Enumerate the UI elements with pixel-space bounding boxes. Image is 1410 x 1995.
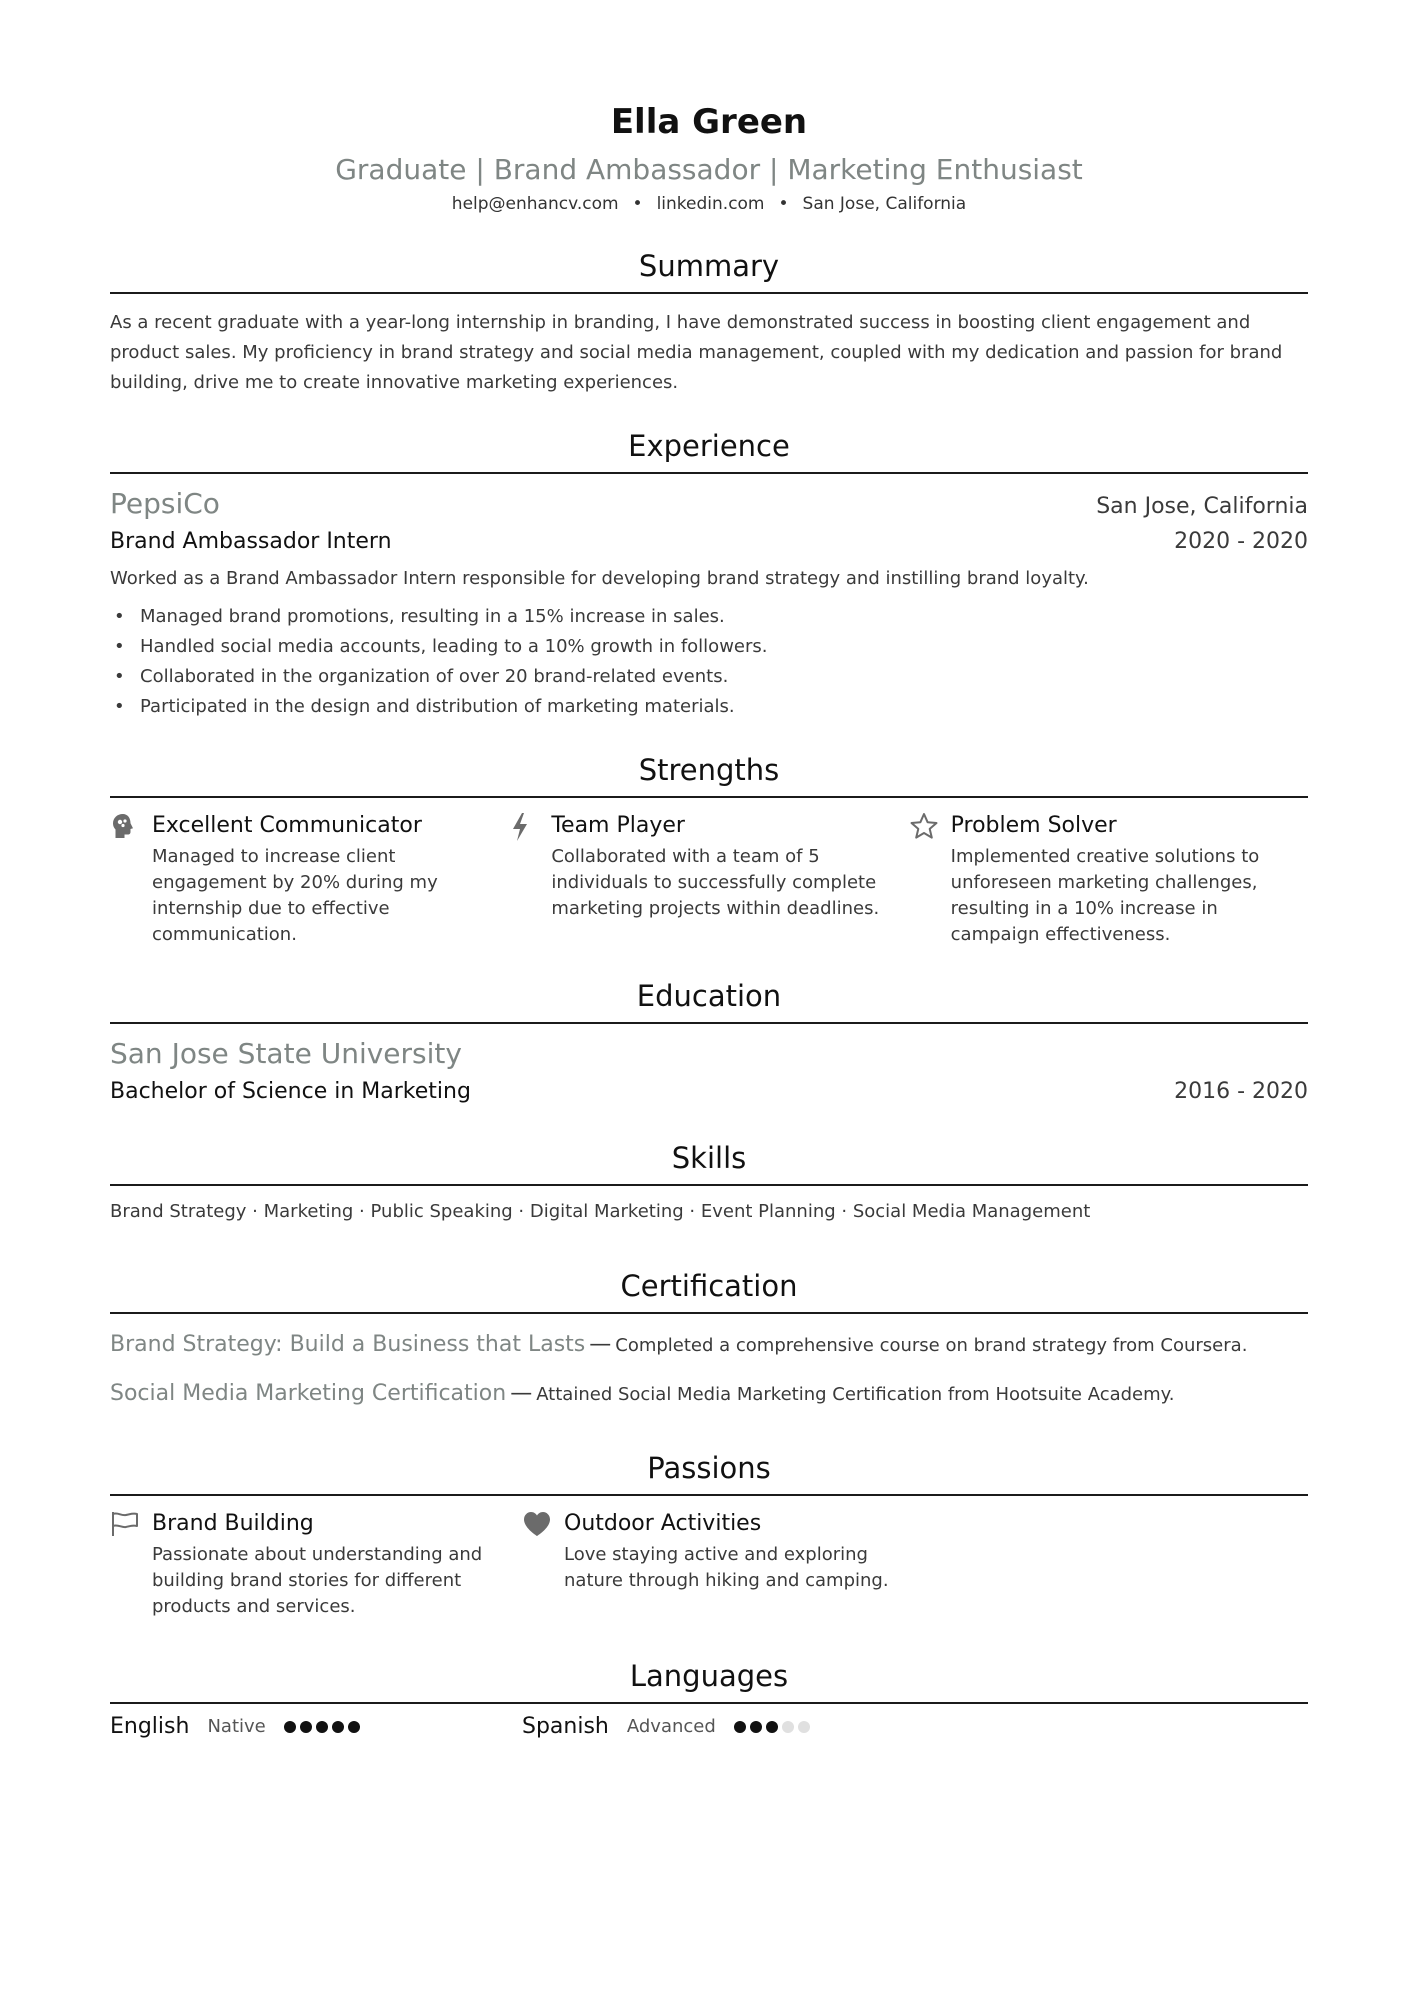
contact-email[interactable]: help@enhancv.com (451, 194, 619, 214)
rating-dot-filled (316, 1721, 328, 1733)
section-title-summary: Summary (110, 246, 1308, 294)
resume-header (110, 96, 1308, 218)
rating-dot-empty (798, 1721, 810, 1733)
language-item (522, 1714, 934, 1739)
rating-dot-filled (300, 1721, 312, 1733)
strength-item (110, 808, 509, 948)
candidate-name: Ella Green (610, 102, 808, 142)
list-item: • Managed brand promotions, resulting in a 15% increase in sales. (110, 602, 1308, 632)
rating-dot-filled (750, 1721, 762, 1733)
experience-company-row (110, 484, 1308, 524)
rating-dot-empty (782, 1721, 794, 1733)
experience-role-row (110, 524, 1308, 560)
education-school: San Jose State University (110, 1037, 462, 1070)
language-level: Native (207, 1716, 266, 1737)
strength-desc: Collaborated with a team of 5 individuals to successfully complete marketing projects within deadlines. (551, 846, 880, 919)
passion-desc: Love staying active and exploring nature through hiking and camping. (564, 1544, 889, 1591)
experience-role: Brand Ambassador Intern (110, 529, 392, 554)
language-name: Spanish (522, 1714, 609, 1739)
experience-location: San Jose, California (1096, 494, 1308, 519)
passion-desc: Passionate about understanding and building brand stories for different products and services. (152, 1544, 483, 1617)
section-title-education: Education (110, 976, 1308, 1024)
strength-title: Excellent Communicator (152, 813, 422, 838)
passion-body (152, 1506, 522, 1620)
education-dates: 2016 - 2020 (1174, 1079, 1308, 1104)
contact-linkedin[interactable]: linkedin.com (656, 194, 765, 214)
passions-section (110, 1448, 1308, 1620)
contact-line (110, 190, 1308, 218)
strength-item (909, 808, 1308, 948)
certification-desc: Completed a comprehensive course on brand strategy from Coursera. (615, 1335, 1248, 1356)
education-degree-row (110, 1074, 1308, 1110)
passion-title: Brand Building (152, 1511, 314, 1536)
experience-bullets (110, 602, 1308, 722)
passion-title: Outdoor Activities (564, 1511, 762, 1536)
contact-location: San Jose, California (802, 194, 967, 214)
rating-dot-filled (348, 1721, 360, 1733)
certification-item (110, 1377, 1308, 1412)
strength-body (152, 808, 509, 948)
certification-item (110, 1328, 1308, 1363)
strength-title: Problem Solver (950, 813, 1117, 838)
language-level: Advanced (626, 1716, 716, 1737)
experience-section (110, 426, 1308, 722)
education-section (110, 976, 1308, 1110)
passion-item (522, 1506, 934, 1620)
dash-separator: — (510, 1381, 533, 1406)
section-title-strengths: Strengths (110, 750, 1308, 798)
lightning-icon (509, 808, 551, 948)
section-title-languages: Languages (110, 1656, 1308, 1704)
languages-section (110, 1656, 1308, 1739)
summary-text: As a recent graduate with a year-long internship in branding, I have demonstrated success in boosting client engagement and product sales. My proficiency in brand strategy and social media management, coupled with my dedication and passion for brand building, drive me to create innovative marketing experiences. (110, 312, 1283, 393)
certification-title: Brand Strategy: Build a Business that Lasts (110, 1332, 586, 1357)
strengths-grid (110, 808, 1308, 948)
education-degree: Bachelor of Science in Marketing (110, 1079, 471, 1104)
passions-grid (110, 1506, 1308, 1620)
strength-desc: Managed to increase client engagement by 20% during my internship due to effective communication. (152, 846, 438, 945)
passion-body (564, 1506, 934, 1620)
separator-dot: • (778, 194, 789, 214)
rating-dot-filled (284, 1721, 296, 1733)
section-title-passions: Passions (110, 1448, 1308, 1496)
rating-dot-filled (332, 1721, 344, 1733)
resume-content (110, 96, 1308, 1739)
language-item (110, 1714, 522, 1739)
skills-list: Brand Strategy · Marketing · Public Speaking · Digital Marketing · Event Planning · Social Media Management (110, 1201, 1091, 1222)
language-rating (284, 1721, 360, 1733)
section-title-skills: Skills (110, 1138, 1308, 1186)
candidate-subtitle: Graduate | Brand Ambassador | Marketing Enthusiast (335, 153, 1083, 186)
certification-title: Social Media Marketing Certification (110, 1381, 507, 1406)
strength-desc: Implemented creative solutions to unforeseen marketing challenges, resulting in a 10% increase in campaign effectiveness. (950, 846, 1260, 945)
passion-item (110, 1506, 522, 1620)
certification-desc: Attained Social Media Marketing Certification from Hootsuite Academy. (536, 1384, 1175, 1405)
dash-separator: — (589, 1332, 612, 1357)
star-icon (909, 808, 951, 948)
experience-dates: 2020 - 2020 (1174, 529, 1308, 554)
list-item: • Collaborated in the organization of over 20 brand-related events. (110, 662, 1308, 692)
heart-icon (522, 1506, 564, 1620)
section-title-certification: Certification (110, 1266, 1308, 1314)
language-name: English (110, 1714, 190, 1739)
rating-dot-filled (766, 1721, 778, 1733)
head-speech-icon (110, 808, 152, 948)
strength-body (551, 808, 908, 948)
skills-section (110, 1138, 1308, 1226)
flag-icon (110, 1506, 152, 1620)
strength-item (509, 808, 908, 948)
strengths-section (110, 750, 1308, 948)
strength-body (951, 808, 1308, 948)
list-item: • Participated in the design and distribution of marketing materials. (110, 692, 1308, 722)
rating-dot-filled (734, 1721, 746, 1733)
separator-dot: • (632, 194, 643, 214)
list-item: • Handled social media accounts, leading to a 10% growth in followers. (110, 632, 1308, 662)
experience-description: Worked as a Brand Ambassador Intern responsible for developing brand strategy and instilling brand loyalty. (110, 568, 1089, 589)
experience-company: PepsiCo (110, 487, 220, 520)
summary-section (110, 246, 1308, 398)
languages-list (110, 1714, 1308, 1739)
certification-section (110, 1266, 1308, 1412)
strength-title: Team Player (551, 813, 685, 838)
section-title-experience: Experience (110, 426, 1308, 474)
language-rating (734, 1721, 810, 1733)
